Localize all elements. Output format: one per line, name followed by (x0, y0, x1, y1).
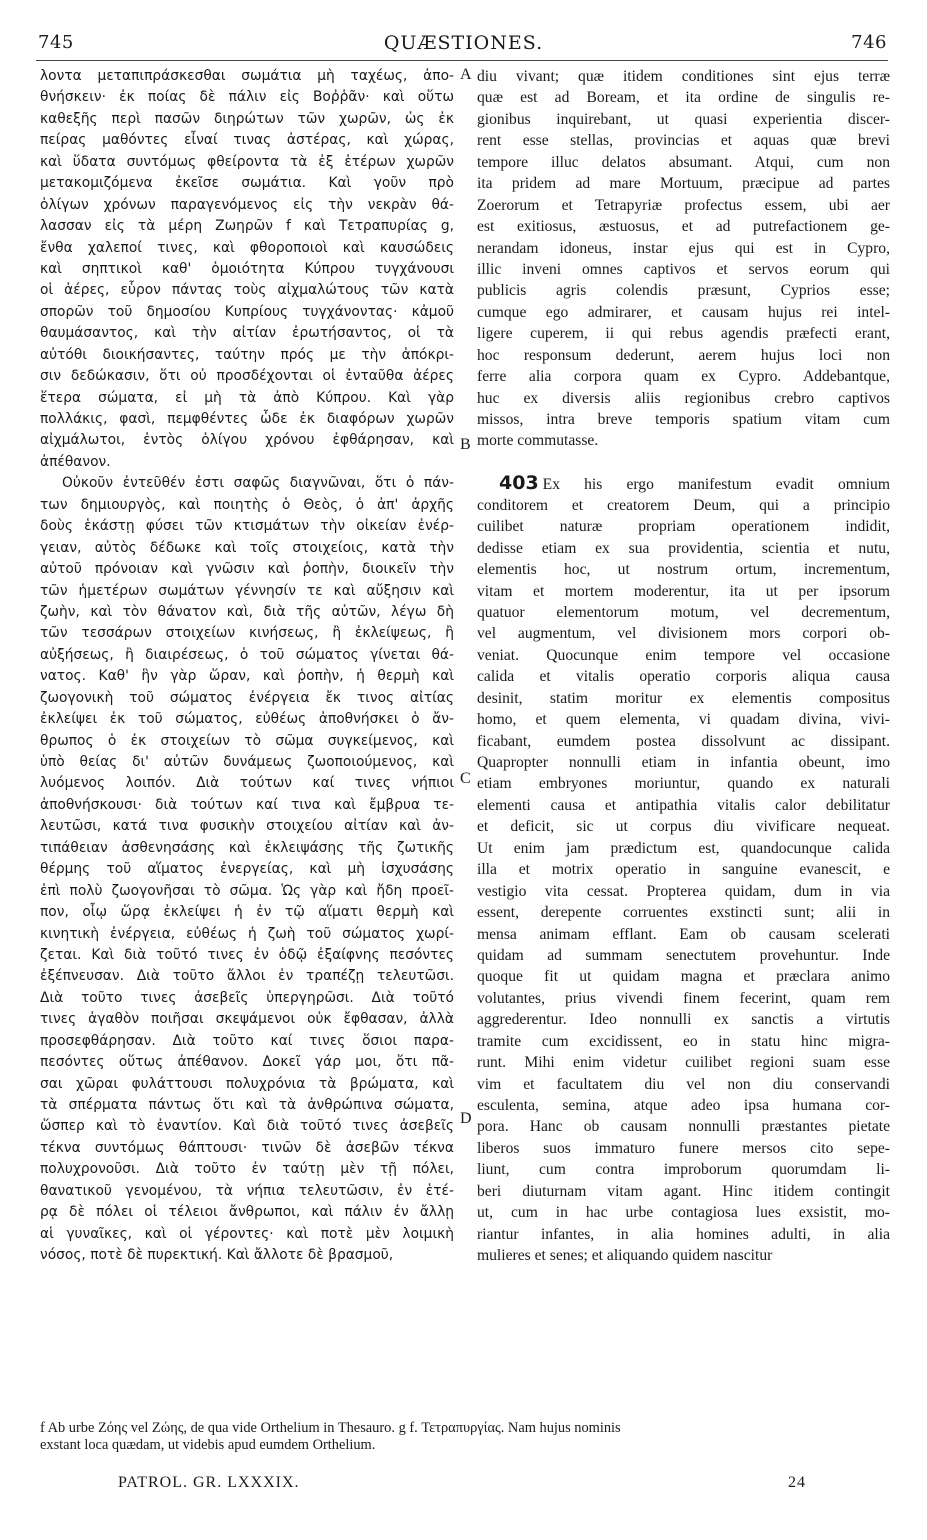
greek-line: λυόμενος λοιπόν. Διὰ τούτων καί τινες νήπιοι (40, 775, 454, 792)
latin-line: Ut enim jam prædictum est, quandocunque calida (477, 839, 890, 857)
greek-line: πολυχρονοῦσι. Διὰ τοῦτο ἐν ταύτῃ μὲν τῇ πόλει, (40, 1161, 454, 1178)
latin-line: quoque fit ut quidam magna et præclara animo (477, 968, 890, 986)
running-title: QUÆSTIONES. (383, 32, 544, 54)
latin-line: aggrederentur. Ideo nonnulli ex sanctis a virtutis (477, 1011, 890, 1029)
latin-line: tramite cum excidissent, eo in statu hinc migra- (477, 1032, 890, 1050)
latin-line: morte commutasse. (477, 432, 599, 450)
page-number-right: 746 (851, 32, 887, 53)
greek-line: καθεξῆς περὶ πασῶν διηρώτων τῶν χωρῶν, ὡς ἐκ (40, 110, 454, 127)
greek-line: πον, οἷῳ ὥρᾳ ἐκλείψει ἡ ἐν τῷ αἵματι θερμὴ καὶ (40, 904, 454, 921)
greek-line: τῶν τεσσάρων στοιχείων κινήσεως, ἢ ἐκλείψεως, ἢ (40, 625, 454, 642)
greek-line: κινητικὴ ἐνέργεια, εὐθέως ἡ ζωὴ τοῦ σώματος χωρί- (40, 925, 454, 942)
latin-line-text: Ex his ergo manifestum evadit omnium (542, 476, 890, 494)
latin-line: Quapropter nonnulli etiam in infantia obeunt, imo (477, 754, 890, 771)
greek-line: σπορῶν τοῦ δημοσίου Κυπρίους τυγχάνοντας· κἀμοῦ (40, 303, 454, 320)
header-rule (36, 60, 888, 61)
greek-line: ὀλίγων χρόνων παραγενόμενος εἰς τὴν νεκρὰν θά- (40, 196, 454, 213)
latin-line: liberos suos immaturo funere mersos cito sepe- (477, 1139, 890, 1157)
greek-line: αὐτόθι διοικήσαντες, ταύτην πρός με τὴν ἀπόκρι- (40, 346, 454, 363)
latin-line: dedisse etiam ex sua providentia, scientia et nutu, (477, 539, 890, 557)
latin-line: elementi causa et antipathia vitalis calor debilitatur (477, 796, 890, 814)
latin-line: homo, et quem elementa, vi quadam divina, vivi- (477, 711, 890, 729)
latin-line: cumque ego admirarer, et causam hujus rei intel- (477, 303, 890, 321)
page-number-left: 745 (38, 32, 74, 53)
greek-line: καὶ ὕδατα συντόμως φθείροντα τὰ ἐξ ἑτέρων χωρῶν (40, 153, 454, 170)
greek-line: πολλάκις, φασὶ, πεμφθέντες ὧδε ἐκ διαφόρων χωρῶν (40, 411, 454, 427)
footnote-line-2: exstant loca quædam, ut videbis apud eumdem Orthelium. (40, 1437, 376, 1453)
latin-line: quæ est ad Boream, et ita ordine de singulis re- (477, 89, 890, 107)
latin-line: vim et facultatem diu vel non diu conservandi (477, 1075, 890, 1093)
greek-line: προσεφθάρησαν. Διὰ τοῦτο καί τινες ὅσιοι παρα- (40, 1032, 454, 1049)
greek-line: ζωὴν, καὶ τὸν θάνατον καὶ, διὰ τῆς αὐτῶν, λέγω δὴ (40, 603, 454, 620)
greek-line: ζεται. Καὶ διὰ τοῦτό τινες ἐν ὁδῷ ἐξαίφνης πεσόντες (40, 946, 454, 963)
latin-line: nerandam idoneus, instar ejus qui est in Cypro, (477, 239, 890, 257)
signature-number: 24 (788, 1474, 806, 1491)
greek-line: ἐπὶ πολὺ ζωογονῆσαι τὸ σῶμα. Ὡς γὰρ καὶ ἤδη προεῖ- (40, 882, 454, 899)
latin-column (477, 66, 890, 1267)
greek-line: τινες ἀγαθὸν ποιῆσαι σκεψάμενοι οὐκ ἔφθασαν, ἀλλὰ (40, 1011, 454, 1028)
greek-line: νόσος, ποτὲ δὲ πυρεκτική. Καὶ ἄλλοτε δὲ βρασμοῦ, (40, 1247, 394, 1264)
greek-line: λευτῶσι, κατά τινα φυσικὴν στοιχείου αἰτίαν καὶ ἀν- (40, 818, 454, 835)
latin-line: publicis agris colendis præsunt, Cyprios esse; (477, 282, 890, 300)
greek-line: σαι χῶραι φυλάττουσι πολυχρόνια τὰ βρώματα, καὶ (40, 1075, 454, 1092)
latin-line: ficabant, eumdem postea dissolvunt ac dissipant. (477, 732, 890, 750)
greek-line: των δημιουργὸς, καὶ ποιητὴς ὁ Θεὸς, ὁ ἀπ' ἀρχῆς (40, 496, 454, 513)
latin-line: hoc responsum dederunt, aerem hujus loci non (477, 346, 890, 364)
greek-line: δοὺς ἑκάστῃ φύσει τῶν κτισμάτων τὴν οἰκείαν ἐνέρ- (40, 518, 454, 535)
greek-line: τῶν ἡμετέρων σωμάτων γέννησίν τε καὶ αὔξησιν καὶ (40, 582, 454, 599)
latin-line (477, 452, 890, 473)
latin-line: mensa animam efflant. Eam ob causam scelerati (477, 925, 890, 943)
latin-line: ut, cum in hac urbe contagiosa lues exsistit, mo- (477, 1204, 890, 1222)
margin-letter-b: B (460, 436, 471, 453)
latin-line: ligere cuperem, ii qui rebus agendis præfecti erant, (477, 325, 890, 343)
greek-line: ζωογονικὴ τοῦ σώματος ἐνέργεια ἔκ τινος αἰτίας (40, 689, 454, 706)
greek-line: ἐκλείψει ἐκ τοῦ σώματος, εὐθέως ἀποθνήσκει ὁ ἄν- (40, 711, 454, 728)
greek-line: ἐξέπνευσαν. Διὰ τοῦτο ἄλλοι ἐν τραπέζῃ τελευτῶσι. (40, 968, 454, 985)
greek-line: ρᾳ δὲ πόλει οἱ τέλειοι ἄνθρωποι, καὶ πάλιν ἐν ἄλλῃ (40, 1204, 454, 1221)
latin-line: vestigio vita cessat. Propterea quidam, dum in via (477, 882, 890, 900)
latin-line: esculenta, semina, atque adeo ipsa humana cor- (477, 1097, 890, 1114)
greek-line: τέκνα συντόμως θάπτουσι· τινῶν δὲ ἀσεβῶν τέκνα (40, 1139, 454, 1156)
latin-line: beri diuturnam vitam agant. Hinc itidem contingit (477, 1182, 890, 1200)
latin-line: illa et motrix operatio in sanguine evanescit, e (477, 861, 890, 879)
greek-line: θαυμάσαντος, καὶ τὴν αἰτίαν ἐρωτήσαντος, οἱ τὰ (40, 325, 454, 342)
greek-line: ἀπέθανον. (40, 453, 111, 470)
greek-line: ὥσπερ καὶ τὸ ἐναντίον. Καὶ διὰ τοῦτό τινες ἀσεβεῖς (40, 1118, 454, 1135)
latin-line: cuilibet naturæ propriam operationem indidit, (477, 518, 890, 536)
greek-line: τὰ σπέρματα πάντως ὅτι καὶ τὰ ἀνθρώπινα σώματα, (40, 1097, 454, 1113)
latin-line: rent esse stellas, provincias et aquas quæ brevi (477, 132, 890, 150)
greek-line: ὑπὸ θείας δι' αὐτῶν δυνάμεως ζωοποιούμενος, καὶ (40, 754, 454, 770)
latin-line: missos, intra breve temporis spatium vitam cum (477, 411, 890, 428)
latin-line: quatuor elementorum motum, vel decrementum, (477, 603, 890, 621)
latin-line: calida et vitalis operatio corporis aliqua causa (477, 668, 890, 686)
latin-line: huc ex diversis aliis regionibus crebro captivos (477, 389, 890, 407)
latin-line: gionibus inquirebant, ut quasi experientia discer- (477, 110, 890, 128)
greek-line: Διὰ τοῦτο τινες ἀσεβεῖς ὑπεργηρῶσι. Διὰ τοῦτό (40, 989, 454, 1006)
greek-line: θέρμης τοῦ αἵματος ἐνεργείας, καὶ μὴ ἰσχυσάσης (40, 861, 454, 878)
greek-line: αἰχμάλωτοι, ἐντὸς ὀλίγου χρόνου ἐφθάρησαν, καὶ (40, 432, 454, 449)
greek-line: ἀποθνήσκουσι· διὰ τούτων καί τινα καὶ ἔμβρυα τε- (40, 796, 454, 813)
greek-line: καὶ σηπτικοὶ καθ' ὁμοιότητα Κύπρου τυγχάνουσι (40, 260, 454, 277)
latin-line: riantur infantes, in alia homines adulti, in alia (477, 1225, 890, 1243)
greek-line: λασσαν εἰς τὰ μέρη Ζωηρῶν f καὶ Τετραπυρίας g, (40, 218, 454, 235)
footnote-line-1: f Ab urbe Ζόης vel Ζώης, de qua vide Orthelium in Thesauro. g f. Τετραπυργίας. Nam hujus nominis (40, 1420, 621, 1436)
latin-line: ita pridem ad mare Mortuum, præcipue ad partes (477, 175, 890, 193)
latin-line: liunt, cum contra improborum quorumdam li- (477, 1161, 890, 1179)
latin-line: Zoerorum et Tetrapyriæ profectus essem, ubi aer (477, 196, 890, 214)
latin-line: etiam embryones moriuntur, quando ex naturali (477, 775, 890, 793)
latin-line: et deficit, sic ut corpus diu vivificare nequeat. (477, 818, 890, 836)
latin-line: essent, derepente corruentes exstincti sunt; alii in (477, 904, 890, 922)
latin-line: desinit, statim moritur ex elementis compositus (477, 689, 890, 707)
greek-line: τιπάθειαν ἀσθενησάσης καὶ ἐκλειψάσης τῆς ζωτικῆς (40, 839, 454, 856)
greek-line: νατος. Καθ' ἣν γὰρ ὥραν, καὶ ῥοπὴν, ἡ θερμὴ καὶ (40, 668, 454, 685)
greek-line: αἱ γυναῖκες, καὶ οἱ γέροντες· καὶ ποτὲ μὲν λοιμικὴ (40, 1225, 454, 1242)
latin-line: conditorem et creatorem Deum, qui a principio (477, 496, 890, 514)
margin-letter-a: A (460, 66, 472, 83)
greek-line: αὐξήσεως, ἢ διαιρέσεως, ὁ τοῦ σώματος γίνεται θά- (40, 646, 454, 663)
greek-line: πείρας μαθόντες εἶναί τινας ἀστέρας, καὶ χώρας, (40, 132, 454, 149)
greek-line: λοντα μεταπιπράσκεσθαι σωμάτια μὴ ταχέως, ἀπο- (40, 68, 454, 84)
latin-line: elementis hoc, ut nostrum ortum, incrementum, (477, 561, 890, 579)
latin-line: illic inveni omnes captivos et servos eorum qui (477, 260, 890, 278)
latin-line: volutantes, prius vivendi finem fecerint, quam rem (477, 989, 890, 1007)
greek-column (40, 66, 454, 1267)
latin-line (477, 473, 890, 494)
greek-line: θνήσκειν· ἐκ ποίας δὲ πάλιν εἰς Βοῤῥᾶν· καὶ οὕτω (40, 89, 454, 106)
latin-line: quidam ad summam senectutem provehuntur. Inde (477, 946, 890, 964)
greek-line: θανατικοῦ γενομένου, τὰ νήπια τελευτῶσιν, ἐν ἑτέ- (40, 1182, 454, 1199)
greek-line: Οὐκοῦν ἐντεῦθέν ἐστι σαφῶς διαγνῶναι, ὅτι ὁ πάν- (62, 475, 454, 492)
greek-line: αὐτοῦ πρόνοιαν καὶ γνῶσιν καὶ ῥοπὴν, διοικεῖν τὴν (40, 561, 454, 578)
margin-letter-d: D (460, 1110, 472, 1127)
greek-line: γειαν, αὐτὸς δέδωκε καὶ τοῖς στοιχείοις, κατὰ τὴν (40, 539, 454, 556)
latin-line: veniat. Quocunque enim tempore vel occasione (477, 646, 890, 664)
greek-line: μετακομιζόμενα ἐκεῖσε σωμάτια. Καὶ γοῦν πρὸ (40, 175, 454, 192)
latin-line: diu vivant; quæ itidem conditiones sint ejus terræ (477, 68, 890, 85)
latin-line: vitam et mortem moderentur, ita ut per ipsorum (477, 582, 890, 600)
latin-line: ferre alia corpora quam ex Cypro. Addebantque, (477, 368, 890, 386)
margin-letter-c: C (460, 770, 471, 787)
latin-line: pora. Hanc ob causam nonnulli præstantes pietate (477, 1118, 890, 1136)
greek-line: θρωπος ὁ ἐκ στοιχείων τὸ σῶμα συγκείμενος, καὶ (40, 732, 454, 749)
latin-line: mulieres et senes; et aliquando quidem nascitur (477, 1247, 773, 1265)
greek-line: οἱ ἀέρες, εὗρον πάντας τοὺς αἰχμαλώτους τῶν κατὰ (40, 282, 454, 299)
signature-mark: PATROL. GR. LXXXIX. (118, 1474, 300, 1491)
greek-line: ἕτερα σώματα, εἰ μὴ τὰ ἀπὸ Κύπρου. Καὶ γὰρ (40, 389, 454, 406)
latin-line: runt. Mihi enim videtur cuilibet regioni suam esse (477, 1054, 890, 1072)
latin-line: tempore illuc delatos absumant. Atqui, cum non (477, 153, 890, 171)
section-number: 403 (499, 473, 539, 495)
latin-line: est exitiosus, æstuosus, et ad putrefactionem ge- (477, 218, 890, 236)
greek-line: ἔνθα χαλεποί τινες, καὶ φθοροποιοὶ καὶ καυσώδεις (40, 239, 454, 256)
greek-line: πεσόντες οὕτως ἀπέθανον. Δοκεῖ γάρ μοι, ὅτι πᾶ- (40, 1054, 454, 1071)
greek-line: σιν δεδώκασιν, ὅτι οὐ προσδέχονται οἱ ἐνταῦθα ἀέρες (40, 368, 454, 385)
latin-line: vel augmentum, vel divisionem mors corpori ob- (477, 625, 890, 643)
